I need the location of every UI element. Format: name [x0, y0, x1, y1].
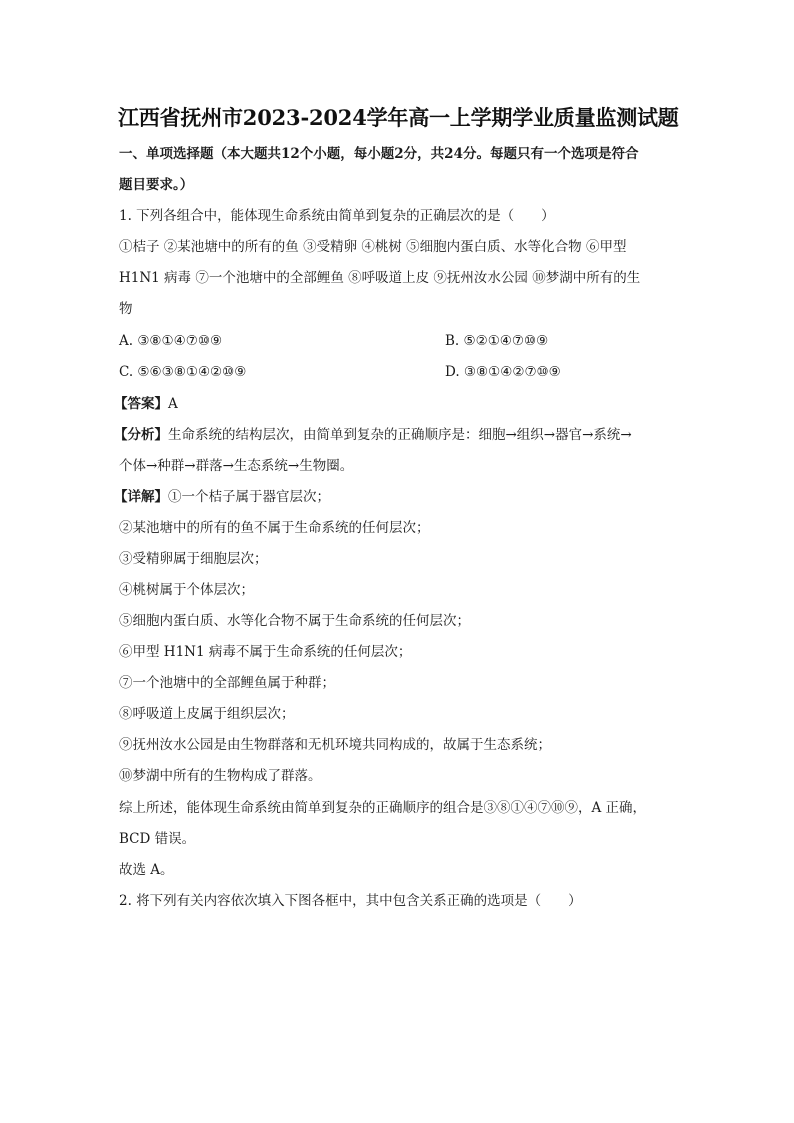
section-heading-line1: 一、单项选择题（本大题共12个小题，每小题2分，共24分。每题只有一个选项是符合	[119, 146, 639, 162]
question-2-stem: 2. 将下列有关内容依次填入下图各框中，其中包含关系正确的选项是（ ）	[119, 893, 582, 909]
answer-value: A	[168, 396, 178, 412]
section-heading-line2: 题目要求。）	[119, 177, 194, 193]
analysis-line1	[114, 425, 632, 445]
question-1-stem: 1. 下列各组合中，能体现生命系统由简单到复杂的正确层次的是（ ）	[119, 208, 555, 224]
analysis-text-1: 生命系统的结构层次，由简单到复杂的正确顺序是：细胞→组织→器官→系统→	[168, 427, 632, 443]
detail-tag: 【详解】	[114, 489, 168, 505]
option-b: B. ⑤②①④⑦⑩⑨	[445, 333, 549, 349]
question-1-items-line3: 物	[119, 301, 133, 317]
detail-item: ③受精卵属于细胞层次；	[119, 551, 268, 567]
detail-text-1: ①一个桔子属于器官层次；	[168, 489, 330, 505]
option-a: A. ③⑧①④⑦⑩⑨	[119, 333, 223, 349]
detail-item: ⑨抚州汝水公园是由生物群落和无机环境共同构成的，故属于生态系统；	[119, 737, 551, 753]
detail-item: ⑩梦湖中所有的生物构成了群落。	[119, 768, 322, 784]
conclusion-line: 故选 A。	[119, 862, 174, 878]
answer-line	[114, 394, 178, 414]
summary-line1: 综上所述，能体现生命系统由简单到复杂的正确顺序的组合是③⑧①④⑦⑩⑨，A 正确，	[119, 800, 647, 816]
option-c: C. ⑤⑥③⑧①④②⑩⑨	[119, 364, 247, 380]
question-1-items-line1: ①桔子 ②某池塘中的所有的鱼 ③受精卵 ④桃树 ⑤细胞内蛋白质、水等化合物 ⑥甲型	[119, 239, 627, 255]
detail-item: ⑧呼吸道上皮属于组织层次；	[119, 706, 295, 722]
answer-tag: 【答案】	[114, 396, 168, 412]
page-title: 江西省抚州市2023-2024学年高一上学期学业质量监测试题	[118, 105, 679, 130]
detail-item: ⑤细胞内蛋白质、水等化合物不属于生命系统的任何层次；	[119, 613, 470, 629]
summary-line2: BCD 错误。	[119, 831, 196, 847]
detail-item: ⑦一个池塘中的全部鲤鱼属于种群；	[119, 675, 335, 691]
detail-item: ④桃树属于个体层次；	[119, 582, 254, 598]
detail-item: ②某池塘中的所有的鱼不属于生命系统的任何层次；	[119, 520, 430, 536]
detail-line1	[114, 487, 330, 507]
analysis-line2: 个体→种群→群落→生态系统→生物圈。	[119, 458, 354, 474]
analysis-tag: 【分析】	[114, 427, 168, 443]
detail-item: ⑥甲型 H1N1 病毒不属于生命系统的任何层次；	[119, 644, 412, 660]
option-d: D. ③⑧①④②⑦⑩⑨	[445, 364, 561, 380]
question-1-items-line2: H1N1 病毒 ⑦一个池塘中的全部鲤鱼 ⑧呼吸道上皮 ⑨抚州汝水公园 ⑩梦湖中所有的生	[119, 270, 641, 286]
